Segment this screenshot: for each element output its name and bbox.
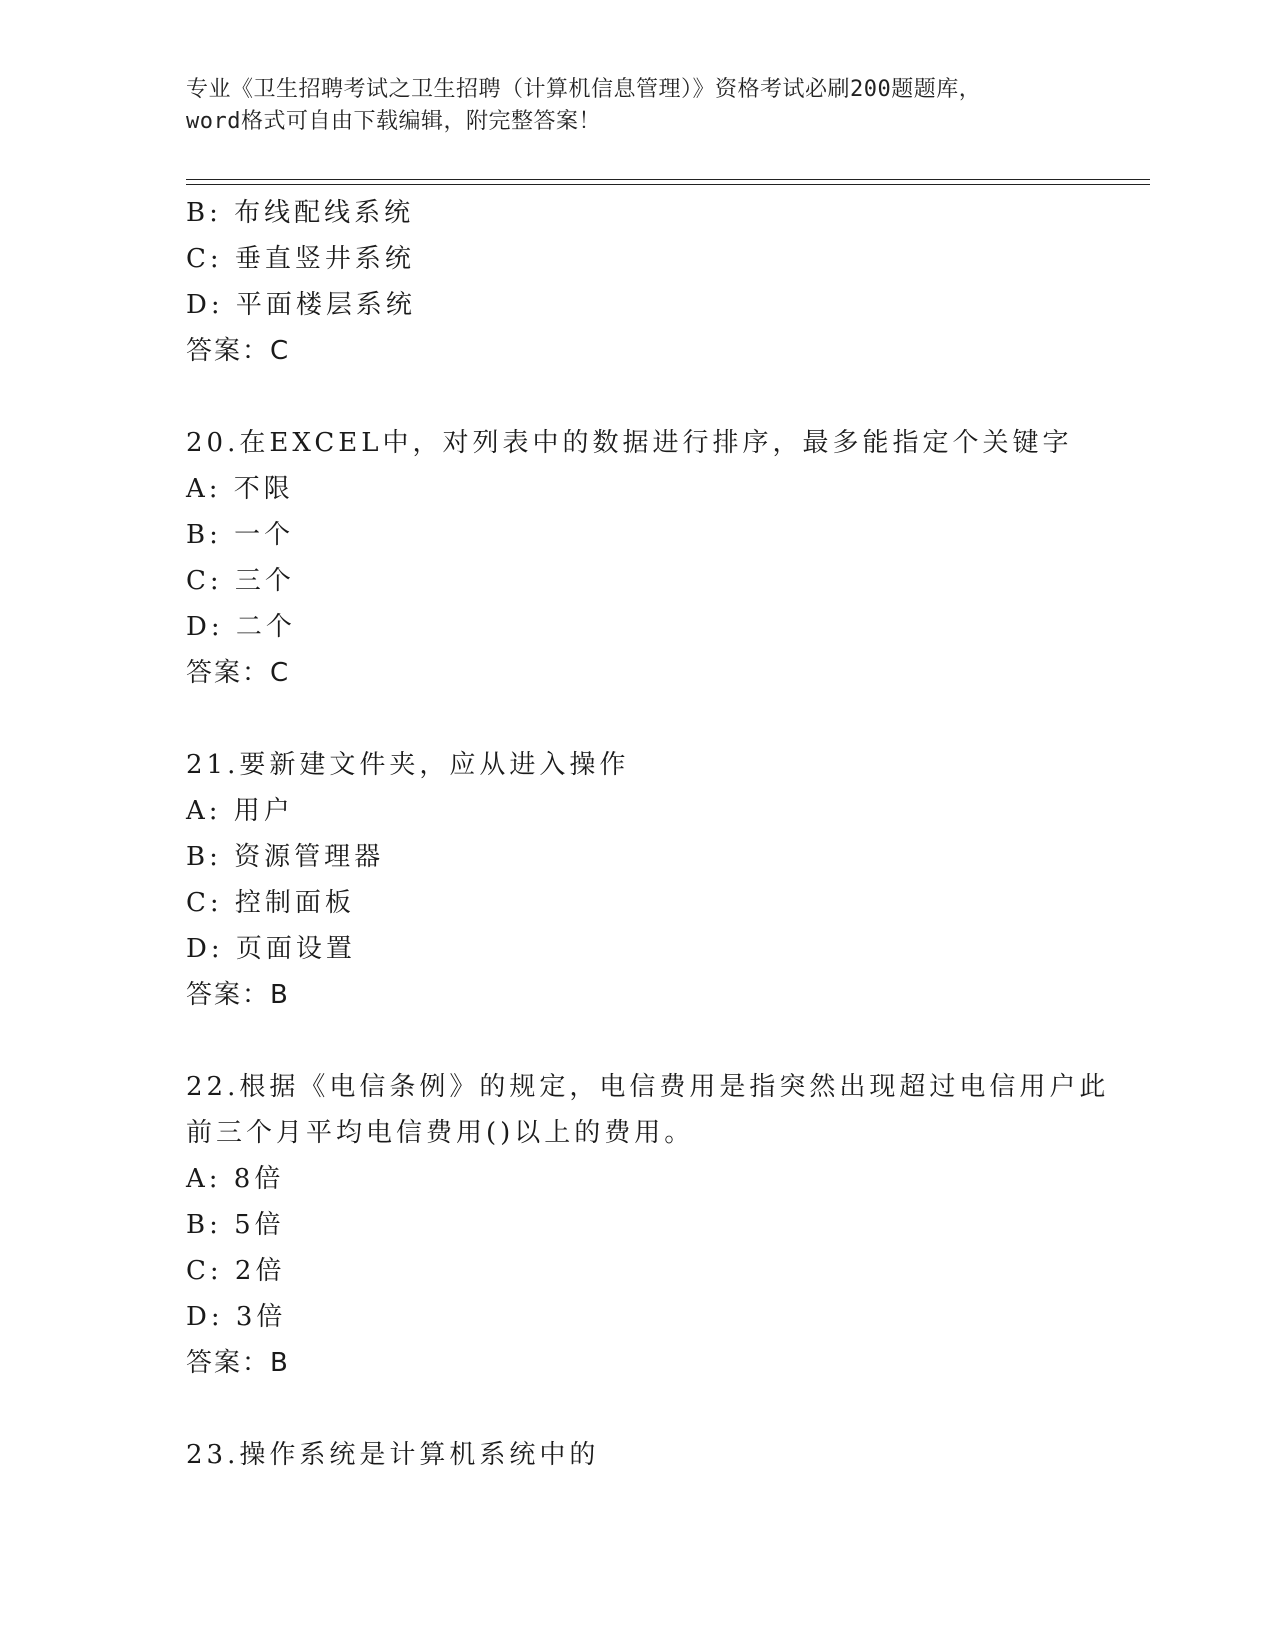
question-stem-line-1: 22.根据《电信条例》的规定，电信费用是指突然出现超过电信用户此 [186, 1072, 1110, 1102]
answer-line: 答案：C [186, 658, 291, 688]
option-b: B: 资源管理器 [186, 842, 385, 872]
answer-line: 答案：C [186, 336, 291, 366]
question-block-20 [186, 420, 1150, 696]
spacer [186, 1018, 1150, 1064]
question-stem-line-2: 前三个月平均电信费用()以上的费用。 [186, 1118, 695, 1148]
question-block-21 [186, 742, 1150, 1018]
spacer [186, 374, 1150, 420]
question-stem: 23.操作系统是计算机系统中的 [186, 1440, 600, 1470]
option-b: B: 布线配线系统 [186, 198, 415, 228]
header-divider-top [186, 179, 1150, 180]
document-header [186, 74, 1086, 138]
question-list [186, 190, 1150, 1478]
spacer [186, 1386, 1150, 1432]
option-c: C: 2倍 [186, 1256, 286, 1286]
answer-line: 答案：B [186, 1348, 290, 1378]
option-a: A: 8倍 [186, 1164, 285, 1194]
header-line-2: word格式可自由下载编辑，附完整答案！ [186, 109, 601, 134]
option-d: D: 二个 [186, 612, 296, 642]
question-stem: 21.要新建文件夹，应从进入操作 [186, 750, 630, 780]
option-b: B: 5倍 [186, 1210, 285, 1240]
header-line-1: 专业《卫生招聘考试之卫生招聘（计算机信息管理）》资格考试必刷200题题库， [186, 77, 982, 102]
option-d: D: 页面设置 [186, 934, 356, 964]
option-b: B: 一个 [186, 520, 295, 550]
question-block-23 [186, 1432, 1150, 1478]
question-stem: 20.在EXCEL中，对列表中的数据进行排序，最多能指定个关键字 [186, 428, 1073, 458]
question-block-19 [186, 190, 1150, 374]
option-d: D: 3倍 [186, 1302, 287, 1332]
option-c: C: 三个 [186, 566, 295, 596]
spacer [186, 696, 1150, 742]
answer-line: 答案：B [186, 980, 290, 1010]
header-divider-bottom [186, 184, 1150, 185]
option-a: A: 不限 [186, 474, 294, 504]
option-c: C: 控制面板 [186, 888, 355, 918]
option-d: D: 平面楼层系统 [186, 290, 416, 320]
question-block-22 [186, 1064, 1150, 1386]
option-c: C: 垂直竖井系统 [186, 244, 415, 274]
option-a: A: 用户 [186, 796, 294, 826]
